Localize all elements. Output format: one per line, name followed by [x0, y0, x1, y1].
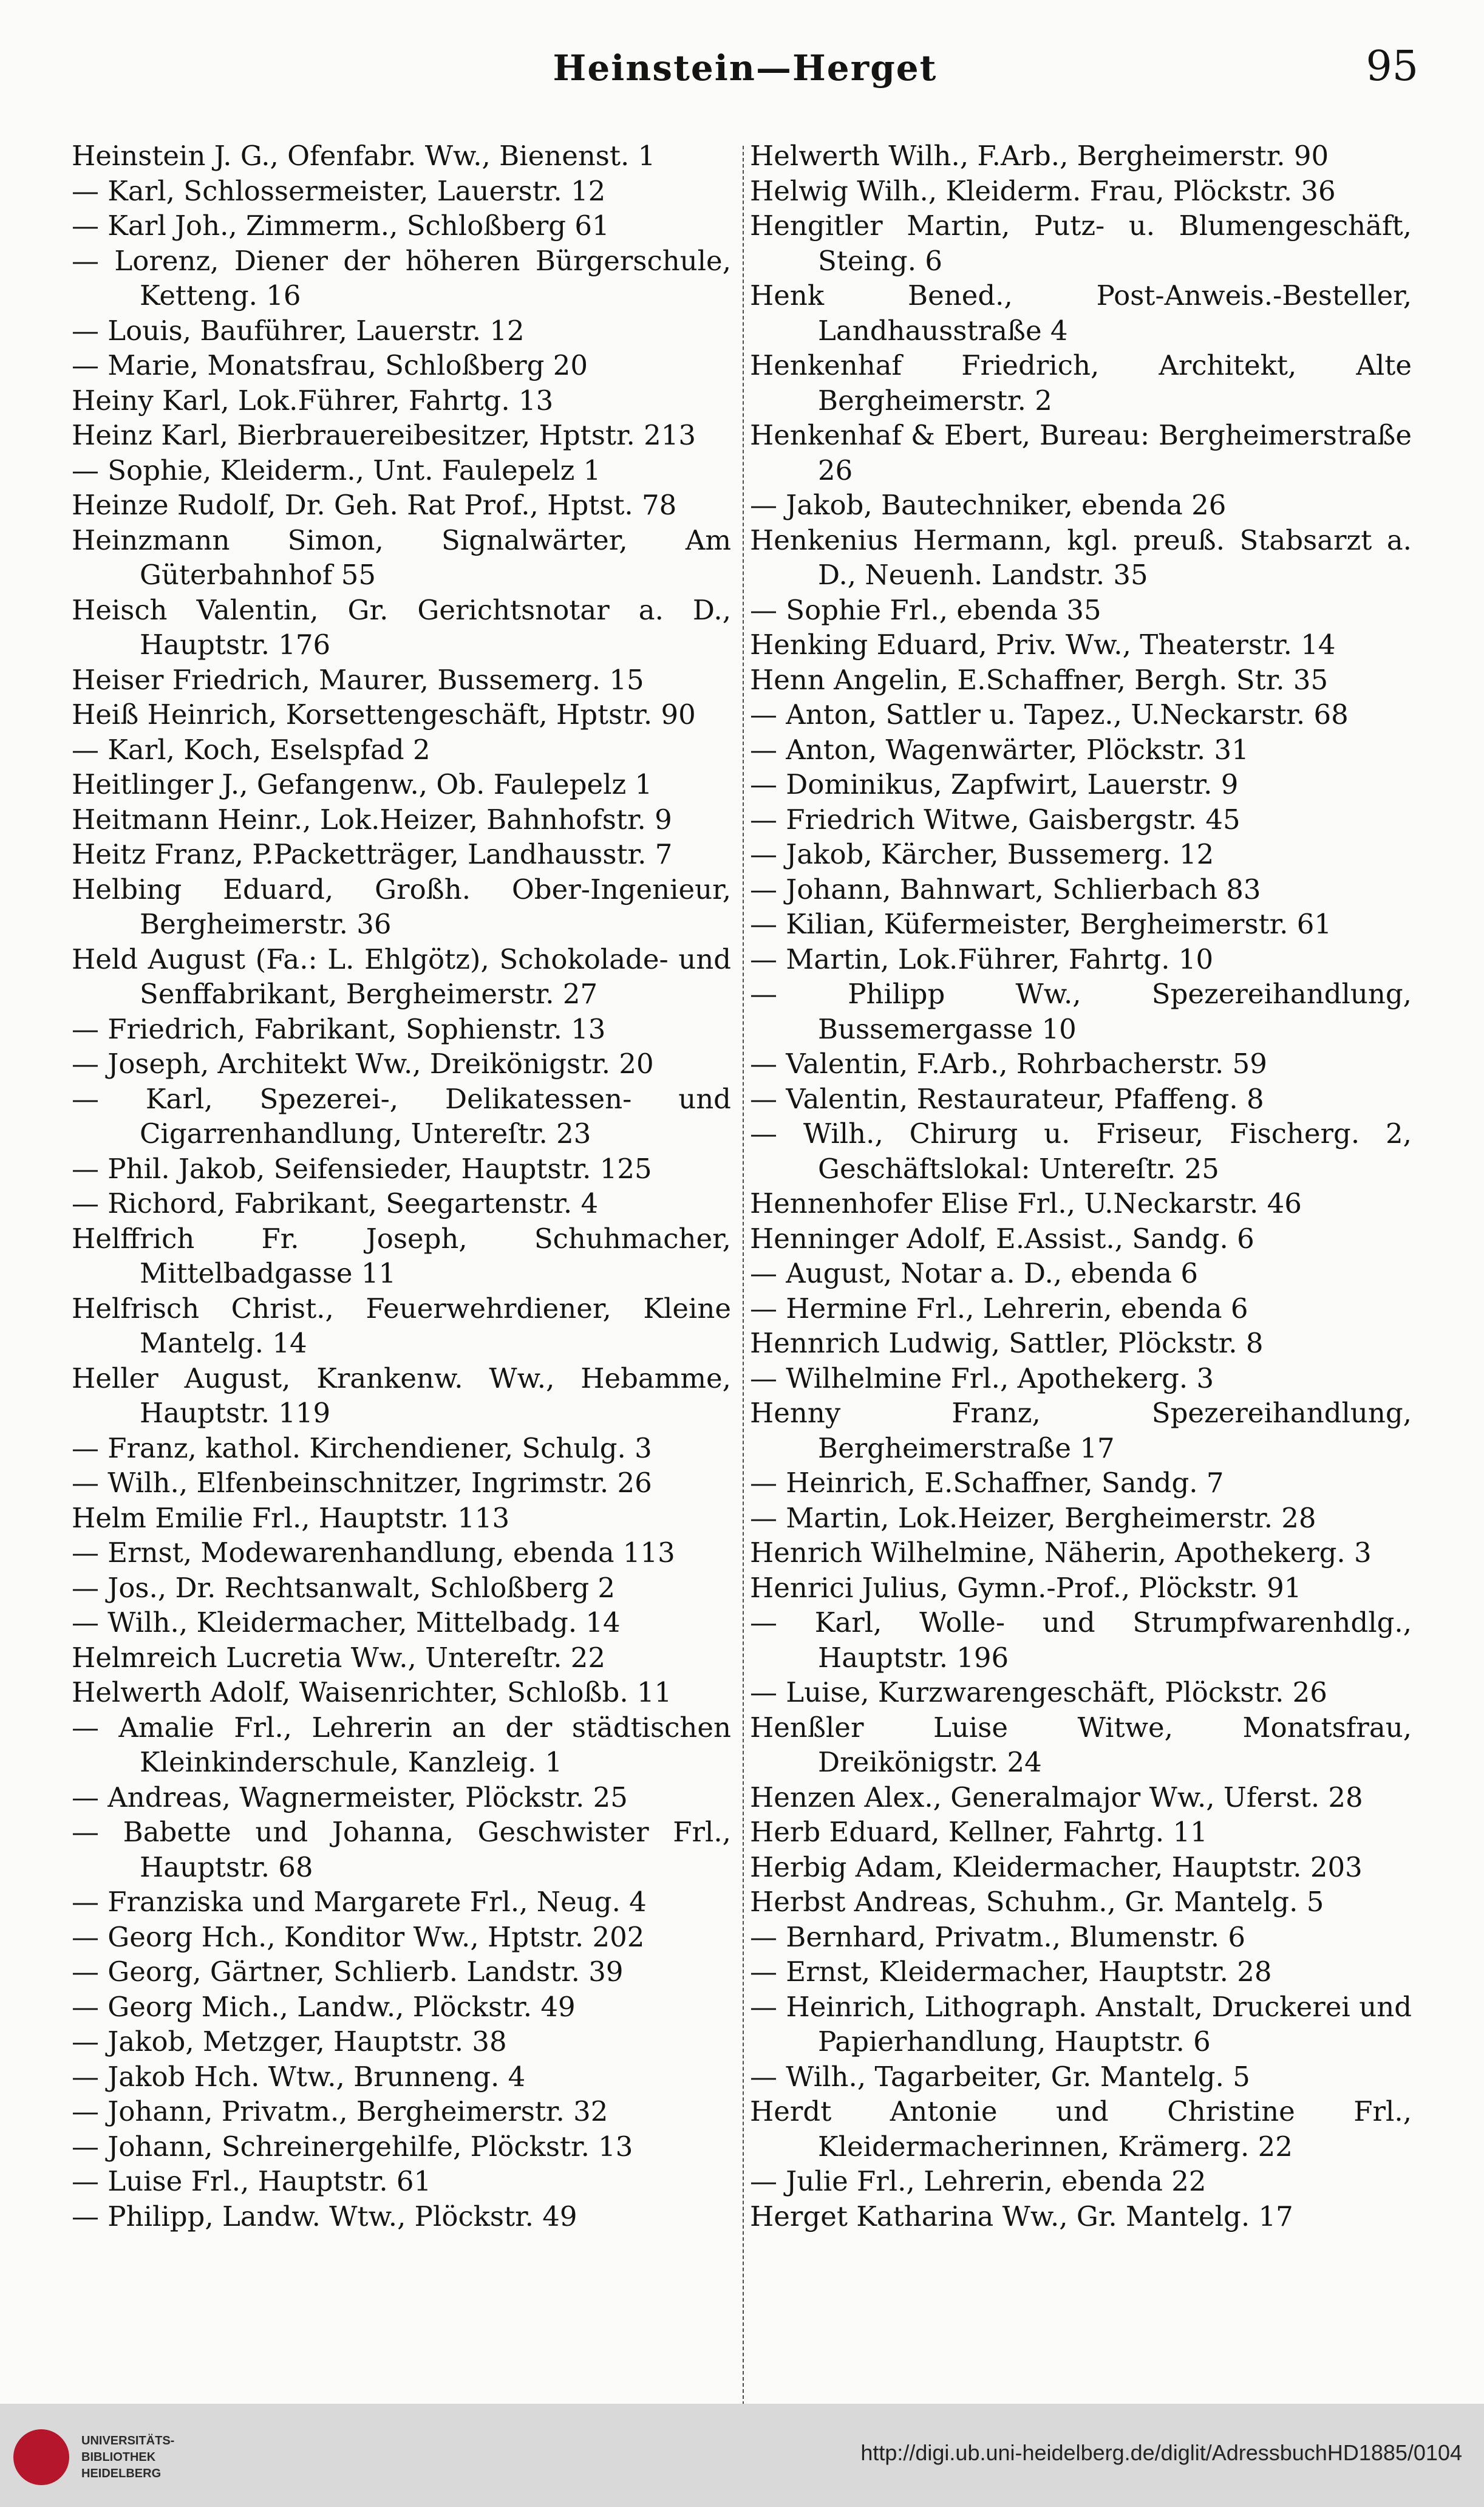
directory-entry: Helm Emilie Frl., Hauptstr. 113 — [72, 1501, 510, 1534]
directory-entry: — Wilh., Elfenbeinschnitzer, Ingrimstr. 26 — [72, 1467, 652, 1499]
page-title: Heinstein—Herget — [553, 47, 938, 89]
directory-entry: Heitlinger J., Gefangenw., Ob. Faulepelz 1 — [72, 768, 653, 800]
directory-entry: — Jakob, Metzger, Hauptstr. 38 — [72, 2025, 507, 2058]
directory-entry: — Valentin, Restaurateur, Pfaffeng. 8 — [750, 1082, 1264, 1115]
directory-entry: Heiser Friedrich, Maurer, Bussemerg. 15 — [72, 663, 644, 696]
directory-entry: — Karl, Spezerei-, Delikatessen- und Cigarrenhandlung, Untereſtr. 23 — [72, 1082, 731, 1150]
directory-entry: — Bernhard, Privatm., Blumenstr. 6 — [750, 1920, 1246, 1953]
directory-entry: — Richord, Fabrikant, Seegartenstr. 4 — [72, 1187, 599, 1219]
directory-entry: — Philipp, Landw. Wtw., Plöckstr. 49 — [72, 2200, 577, 2232]
directory-entry: Herdt Antonie und Christine Frl., Kleidermacherinnen, Krämerg. 22 — [750, 2095, 1412, 2163]
directory-entry: — Heinrich, E.Schaffner, Sandg. 7 — [750, 1467, 1224, 1499]
directory-entry: — Jakob, Bautechniker, ebenda 26 — [750, 489, 1227, 521]
directory-entry: — Amalie Frl., Lehrerin an der städtischen Kleinkinderschule, Kanzleig. 1 — [72, 1711, 731, 1778]
directory-entry: — Jos., Dr. Rechtsanwalt, Schloßberg 2 — [72, 1571, 616, 1604]
directory-entry: — Karl, Wolle- und Strumpfwarenhdlg., Hauptstr. 196 — [750, 1606, 1412, 1674]
directory-entry: — Karl Joh., Zimmerm., Schloßberg 61 — [72, 210, 610, 242]
footer-bar — [0, 2404, 1484, 2507]
directory-entry: — Dominikus, Zapfwirt, Lauerstr. 9 — [750, 768, 1239, 800]
directory-entry: — Phil. Jakob, Seifensieder, Hauptstr. 125 — [72, 1152, 652, 1185]
directory-entry: — Hermine Frl., Lehrerin, ebenda 6 — [750, 1292, 1248, 1325]
directory-entry: — Wilh., Kleidermacher, Mittelbadg. 14 — [72, 1606, 621, 1639]
directory-entry: — Friedrich Witwe, Gaisbergstr. 45 — [750, 803, 1241, 836]
logo-line: UNIVERSITÄTS- — [81, 2434, 175, 2447]
directory-entry: Heller August, Krankenw. Ww., Hebamme, Hauptstr. 119 — [72, 1362, 731, 1429]
directory-entry: — Luise, Kurzwarengeschäft, Plöckstr. 26 — [750, 1676, 1327, 1708]
page-header — [72, 36, 1418, 115]
directory-entry: Hengitler Martin, Putz- u. Blumengeschäft, Steing. 6 — [750, 210, 1412, 277]
directory-entry: Herget Katharina Ww., Gr. Mantelg. 17 — [750, 2200, 1293, 2232]
directory-entry: Heinstein J. G., Ofenfabr. Ww., Bienenst. 1 — [72, 140, 656, 172]
directory-entry: — Heinrich, Lithograph. Anstalt, Druckerei und Papierhandlung, Hauptstr. 6 — [750, 1990, 1412, 2058]
directory-entry: — Valentin, F.Arb., Rohrbacherstr. 59 — [750, 1048, 1267, 1080]
directory-entry: — Lorenz, Diener der höheren Bürgerschule, Ketteng. 16 — [72, 244, 731, 312]
directory-entry: Henking Eduard, Priv. Ww., Theaterstr. 14 — [750, 629, 1336, 661]
page-number: 95 — [1366, 43, 1418, 90]
directory-entry: — Wilh., Chirurg u. Friseur, Fischerg. 2, Geschäftslokal: Untereſtr. 25 — [750, 1117, 1412, 1185]
directory-entry: Henkenhaf Friedrich, Architekt, Alte Bergheimerstr. 2 — [750, 349, 1412, 417]
directory-entry: — Anton, Wagenwärter, Plöckstr. 31 — [750, 733, 1249, 766]
directory-entry: Heiß Heinrich, Korsettengeschäft, Hptstr. 90 — [72, 698, 696, 731]
library-seal-icon — [13, 2429, 69, 2485]
directory-entry: — Martin, Lok.Heizer, Bergheimerstr. 28 — [750, 1501, 1316, 1534]
directory-entry: — Jakob, Kärcher, Bussemerg. 12 — [750, 838, 1214, 870]
directory-entry: Henkenius Hermann, kgl. preuß. Stabsarzt a. D., Neuenh. Landstr. 35 — [750, 524, 1412, 591]
directory-entry: — Ernst, Modewarenhandlung, ebenda 113 — [72, 1537, 675, 1569]
directory-entry: — Martin, Lok.Führer, Fahrtg. 10 — [750, 943, 1214, 975]
directory-entry: Heitmann Heinr., Lok.Heizer, Bahnhofstr. 9 — [72, 803, 672, 836]
directory-entry: Henßler Luise Witwe, Monatsfrau, Dreikönigstr. 24 — [750, 1711, 1412, 1778]
directory-entry: Heinz Karl, Bierbrauereibesitzer, Hptstr. 213 — [72, 419, 696, 451]
directory-entry: Heitz Franz, P.Packetträger, Landhausstr. 7 — [72, 838, 673, 870]
directory-entry: — Georg, Gärtner, Schlierb. Landstr. 39 — [72, 1956, 624, 1988]
directory-entry: Henrich Wilhelmine, Näherin, Apothekerg. 3 — [750, 1537, 1372, 1569]
directory-entry: Henk Bened., Post-Anweis.-Besteller, Landhausstraße 4 — [750, 279, 1412, 347]
directory-entry: — Anton, Sattler u. Tapez., U.Neckarstr. 68 — [750, 698, 1349, 731]
directory-entry: Helffrich Fr. Joseph, Schuhmacher, Mittelbadgasse 11 — [72, 1222, 731, 1289]
directory-entry: Hennrich Ludwig, Sattler, Plöckstr. 8 — [750, 1327, 1264, 1359]
directory-entry: Heinzmann Simon, Signalwärter, Am Güterbahnhof 55 — [72, 524, 731, 591]
directory-entry: — Johann, Privatm., Bergheimerstr. 32 — [72, 2095, 608, 2127]
directory-entry: — Marie, Monatsfrau, Schloßberg 20 — [72, 349, 588, 381]
directory-entry: — Franziska und Margarete Frl., Neug. 4 — [72, 1886, 647, 1918]
directory-entry: Henninger Adolf, E.Assist., Sandg. 6 — [750, 1222, 1254, 1255]
directory-entry: — Babette und Johanna, Geschwister Frl., Hauptstr. 68 — [72, 1816, 731, 1883]
directory-entry: Helwig Wilh., Kleiderm. Frau, Plöckstr. 36 — [750, 174, 1336, 207]
directory-entry: — Sophie, Kleiderm., Unt. Faulepelz 1 — [72, 454, 601, 486]
source-url-link[interactable]: http://digi.ub.uni-heidelberg.de/diglit/AdressbuchHD1885/0104 — [860, 2440, 1462, 2465]
directory-entry: — Luise Frl., Hauptstr. 61 — [72, 2165, 432, 2197]
right-column — [750, 138, 1412, 2410]
directory-entry: Henny Franz, Spezereihandlung, Bergheimerstraße 17 — [750, 1397, 1412, 1464]
column-divider — [743, 146, 744, 2405]
directory-entry: Henkenhaf & Ebert, Bureau: Bergheimerstraße 26 — [750, 419, 1412, 486]
directory-entry: — Wilh., Tagarbeiter, Gr. Mantelg. 5 — [750, 2060, 1250, 2093]
directory-entry: — Kilian, Küfermeister, Bergheimerstr. 61 — [750, 908, 1332, 940]
directory-entry: Heisch Valentin, Gr. Gerichtsnotar a. D., Hauptstr. 176 — [72, 593, 731, 661]
directory-entry: — Georg Hch., Konditor Ww., Hptstr. 202 — [72, 1920, 645, 1953]
library-logo[interactable] — [13, 2426, 208, 2492]
directory-entry: Herbst Andreas, Schuhm., Gr. Mantelg. 5 — [750, 1886, 1324, 1918]
directory-entry: — August, Notar a. D., ebenda 6 — [750, 1257, 1198, 1289]
directory-entry: Henn Angelin, E.Schaffner, Bergh. Str. 35 — [750, 663, 1329, 696]
directory-entry: — Karl, Koch, Eselspfad 2 — [72, 733, 431, 766]
directory-entry: Helmreich Lucretia Ww., Untereſtr. 22 — [72, 1641, 606, 1674]
directory-entry: — Andreas, Wagnermeister, Plöckstr. 25 — [72, 1781, 628, 1813]
directory-entry: — Julie Frl., Lehrerin, ebenda 22 — [750, 2165, 1207, 2197]
directory-entry: Hennenhofer Elise Frl., U.Neckarstr. 46 — [750, 1187, 1302, 1219]
directory-entry: — Louis, Bauführer, Lauerstr. 12 — [72, 314, 525, 347]
directory-entry: — Wilhelmine Frl., Apothekerg. 3 — [750, 1362, 1214, 1394]
directory-entry: — Jakob Hch. Wtw., Brunneng. 4 — [72, 2060, 526, 2093]
directory-entry: Henzen Alex., Generalmajor Ww., Uferst. 28 — [750, 1781, 1363, 1813]
directory-entry: — Ernst, Kleidermacher, Hauptstr. 28 — [750, 1956, 1272, 1988]
directory-entry: — Georg Mich., Landw., Plöckstr. 49 — [72, 1990, 576, 2023]
directory-entry: — Friedrich, Fabrikant, Sophienstr. 13 — [72, 1012, 606, 1045]
directory-entry: Helwerth Adolf, Waisenrichter, Schloßb. 11 — [72, 1676, 672, 1708]
logo-line: BIBLIOTHEK — [81, 2451, 156, 2464]
directory-entry: Henrici Julius, Gymn.-Prof., Plöckstr. 91 — [750, 1571, 1302, 1604]
directory-entry: — Johann, Bahnwart, Schlierbach 83 — [750, 873, 1261, 906]
directory-entry: — Karl, Schlossermeister, Lauerstr. 12 — [72, 174, 606, 207]
directory-entry: — Franz, kathol. Kirchendiener, Schulg. 3 — [72, 1431, 652, 1464]
directory-entry: Helfrisch Christ., Feuerwehrdiener, Kleine Mantelg. 14 — [72, 1292, 731, 1359]
directory-entry: — Sophie Frl., ebenda 35 — [750, 593, 1101, 626]
directory-entry: Helbing Eduard, Großh. Ober-Ingenieur, Bergheimerstr. 36 — [72, 873, 731, 940]
library-logo-text — [81, 2433, 174, 2482]
directory-entry: Helwerth Wilh., F.Arb., Bergheimerstr. 90 — [750, 140, 1329, 172]
directory-entry: Heiny Karl, Lok.Führer, Fahrtg. 13 — [72, 384, 554, 417]
directory-entry: — Philipp Ww., Spezereihandlung, Bussemergasse 10 — [750, 978, 1412, 1045]
directory-entry: — Joseph, Architekt Ww., Dreikönigstr. 20 — [72, 1048, 654, 1080]
left-column — [72, 138, 731, 2410]
directory-entry: Held August (Fa.: L. Ehlgötz), Schokolade- und Senffabrikant, Bergheimerstr. 27 — [72, 943, 731, 1010]
directory-entry: Herb Eduard, Kellner, Fahrtg. 11 — [750, 1816, 1208, 1848]
directory-entry: — Johann, Schreinergehilfe, Plöckstr. 13 — [72, 2130, 633, 2163]
logo-line: HEIDELBERG — [81, 2467, 162, 2480]
directory-entry: Herbig Adam, Kleidermacher, Hauptstr. 203 — [750, 1850, 1363, 1883]
directory-entry: Heinze Rudolf, Dr. Geh. Rat Prof., Hptst. 78 — [72, 489, 677, 521]
